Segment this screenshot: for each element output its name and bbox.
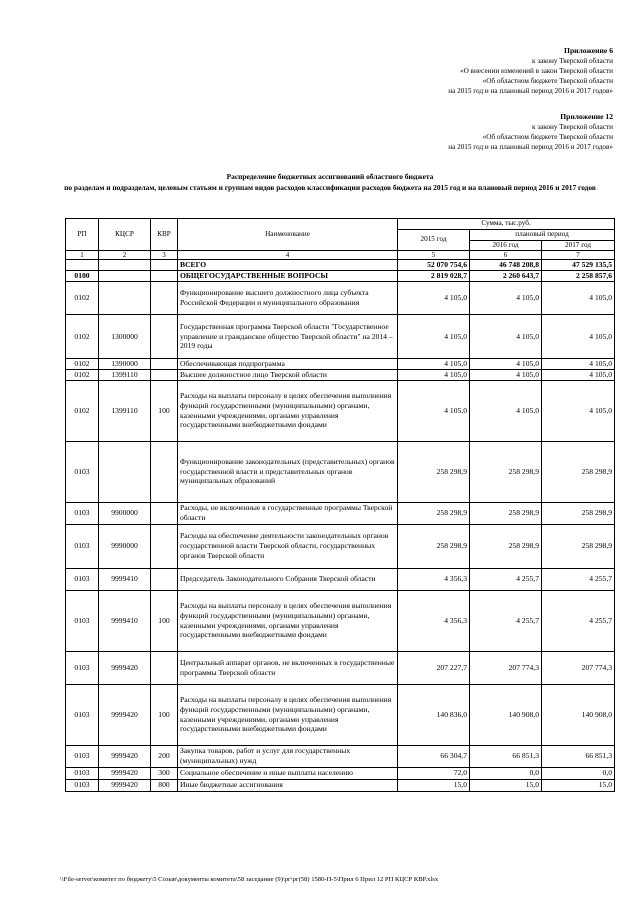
cell-2015: 4 356,3 (398, 590, 470, 651)
column-index: 2 (99, 251, 151, 260)
cell-2017: 258 298,9 (542, 524, 615, 568)
budget-table (65, 218, 615, 792)
column-index: 6 (470, 251, 542, 260)
table-row (66, 260, 615, 271)
cell-2016: 0,0 (470, 767, 542, 779)
cell-2015: 258 298,9 (398, 441, 470, 502)
cell-2015: 207 227,7 (398, 651, 470, 684)
table-row (66, 358, 615, 369)
cell-rp: 0102 (66, 281, 99, 314)
cell-name: Центральный аппарат органов, не включенных в государственные программы Тверской области (178, 651, 398, 684)
cell-2015: 4 105,0 (398, 314, 470, 358)
cell-rp: 0103 (66, 568, 99, 590)
cell-2017: 258 298,9 (542, 502, 615, 524)
cell-2017: 15,0 (542, 779, 615, 791)
cell-name: ОБЩЕГОСУДАРСТВЕННЫЕ ВОПРОСЫ (178, 271, 398, 282)
cell-kcsr: 9999420 (99, 767, 151, 779)
cell-name: Иные бюджетные ассигнования (178, 779, 398, 791)
cell-kvr (151, 502, 178, 524)
table-row (66, 314, 615, 358)
cell-2015: 52 070 754,6 (398, 260, 470, 271)
table-row (66, 590, 615, 651)
cell-rp (66, 260, 99, 271)
cell-rp: 0103 (66, 767, 99, 779)
cell-name: ВСЕГО (178, 260, 398, 271)
cell-kcsr: 1390000 (99, 358, 151, 369)
appendix-6-line: «Об областном бюджете Тверской области (482, 77, 613, 85)
cell-kcsr: 9900000 (99, 502, 151, 524)
cell-2015: 258 298,9 (398, 524, 470, 568)
cell-kcsr: 9999420 (99, 745, 151, 767)
cell-2017: 66 851,3 (542, 745, 615, 767)
table-row (66, 441, 615, 502)
cell-rp: 0103 (66, 441, 99, 502)
cell-kcsr: 9990000 (99, 524, 151, 568)
table-row (66, 502, 615, 524)
cell-name: Обеспечивающая подпрограмма (178, 358, 398, 369)
table-row (66, 524, 615, 568)
cell-2017: 2 258 857,6 (542, 271, 615, 282)
appendix-12-header (448, 112, 613, 152)
cell-2016: 258 298,9 (470, 524, 542, 568)
cell-kvr: 100 (151, 590, 178, 651)
cell-name: Расходы на выплаты персоналу в целях обеспечения выполнения функций государственными (муниципальными) органами, казенными учреждениями, органами управления государственными внебюджетными фондами (178, 684, 398, 745)
cell-kvr: 100 (151, 684, 178, 745)
appendix-6-header (448, 46, 613, 96)
cell-rp: 0103 (66, 745, 99, 767)
cell-kvr: 200 (151, 745, 178, 767)
document-subtitle: по разделам и подразделам, целевым статьям и группам видов расходов классификации расходов бюджета на 2015 год и на плановый период 2016 и 2017 годов (64, 183, 596, 192)
cell-kvr (151, 524, 178, 568)
cell-2016: 2 260 643,7 (470, 271, 542, 282)
table-row (66, 767, 615, 779)
cell-name: Государственная программа Тверской области "Государственное управление и гражданское общество Тверской области" на 2014 – 2019 годы (178, 314, 398, 358)
cell-2016: 46 748 208,8 (470, 260, 542, 271)
cell-kcsr: 9999420 (99, 779, 151, 791)
table-row (66, 568, 615, 590)
cell-rp: 0103 (66, 684, 99, 745)
cell-kvr (151, 281, 178, 314)
cell-2015: 4 105,0 (398, 369, 470, 380)
cell-name: Функционирование законодательных (представительных) органов государственной власти и представительных органов муниципальных образований (178, 441, 398, 502)
cell-2016: 4 255,7 (470, 568, 542, 590)
column-index: 5 (398, 251, 470, 260)
cell-kvr (151, 358, 178, 369)
document-title: Распределение бюджетных ассигнований областного бюджета (226, 172, 434, 181)
cell-2017: 4 255,7 (542, 568, 615, 590)
cell-rp: 0102 (66, 314, 99, 358)
col-header-rp: РП (66, 219, 99, 251)
cell-2016: 4 105,0 (470, 281, 542, 314)
cell-2016: 4 255,7 (470, 590, 542, 651)
cell-2016: 4 105,0 (470, 314, 542, 358)
cell-kvr (151, 369, 178, 380)
cell-2017: 140 908,0 (542, 684, 615, 745)
cell-2017: 207 774,3 (542, 651, 615, 684)
column-index: 4 (178, 251, 398, 260)
cell-name: Расходы на выплаты персоналу в целях обеспечения выполнения функций государственными (муниципальными) органами, казенными учреждениями, органами управления государственными внебюджетными фондами (178, 380, 398, 441)
cell-2015: 4 105,0 (398, 358, 470, 369)
cell-rp: 0102 (66, 369, 99, 380)
cell-2016: 4 105,0 (470, 358, 542, 369)
appendix-6-line: «О внесении изменений в закон Тверской области (459, 67, 613, 75)
cell-2015: 72,0 (398, 767, 470, 779)
cell-2015: 258 298,9 (398, 502, 470, 524)
cell-2017: 4 105,0 (542, 380, 615, 441)
cell-name: Расходы на обеспечение деятельности законодательных органов государственной власти Тверской области, государственных органов Тверской области (178, 524, 398, 568)
file-path-footer: \\File-server\комитет по бюджету\5 Созыв\документы комитета\58 заседание (9)\рг\рг(58) 1580-П-5\Прил 6 Прил 12 РП КЦСР КВР.xlsx (60, 876, 439, 883)
col-header-2017: 2017 год (542, 240, 615, 251)
cell-2017: 0,0 (542, 767, 615, 779)
cell-2016: 258 298,9 (470, 441, 542, 502)
cell-rp: 0103 (66, 651, 99, 684)
cell-kvr (151, 441, 178, 502)
appendix-6-line: к закону Тверской области (531, 57, 613, 65)
cell-rp: 0103 (66, 524, 99, 568)
cell-rp: 0103 (66, 779, 99, 791)
table-row (66, 369, 615, 380)
cell-2016: 4 105,0 (470, 369, 542, 380)
cell-kcsr: 9999420 (99, 651, 151, 684)
cell-kcsr: 1300000 (99, 314, 151, 358)
cell-kvr (151, 568, 178, 590)
cell-2015: 15,0 (398, 779, 470, 791)
cell-2017: 4 255,7 (542, 590, 615, 651)
col-header-kvr: КВР (151, 219, 178, 251)
table-row (66, 651, 615, 684)
cell-kvr (151, 651, 178, 684)
col-header-sum: Сумма, тыс.руб. (398, 219, 615, 230)
col-header-2016: 2016 год (470, 240, 542, 251)
cell-kcsr (99, 281, 151, 314)
cell-2016: 4 105,0 (470, 380, 542, 441)
cell-2017: 4 105,0 (542, 369, 615, 380)
cell-name: Социальное обеспечение и иные выплаты населению (178, 767, 398, 779)
col-header-name: Наименование (178, 219, 398, 251)
cell-kvr (151, 260, 178, 271)
cell-2015: 4 356,3 (398, 568, 470, 590)
cell-kvr: 800 (151, 779, 178, 791)
cell-2015: 66 304,7 (398, 745, 470, 767)
table-row (66, 380, 615, 441)
cell-kvr: 100 (151, 380, 178, 441)
cell-name: Функционирование высшего должностного лица субъекта Российской Федерации и муниципального образования (178, 281, 398, 314)
cell-2016: 140 908,0 (470, 684, 542, 745)
table-row (66, 779, 615, 791)
cell-kvr (151, 314, 178, 358)
cell-kcsr (99, 441, 151, 502)
cell-2015: 4 105,0 (398, 380, 470, 441)
cell-2017: 4 105,0 (542, 281, 615, 314)
column-index: 7 (542, 251, 615, 260)
cell-kcsr: 9999420 (99, 684, 151, 745)
col-header-plan: плановый период (470, 229, 615, 240)
cell-2016: 207 774,3 (470, 651, 542, 684)
cell-name: Закупка товаров, работ и услуг для государственных (муниципальных) нужд (178, 745, 398, 767)
cell-rp: 0100 (66, 271, 99, 282)
cell-2017: 4 105,0 (542, 314, 615, 358)
appendix-12-line: на 2015 год и на плановый период 2016 и 2017 годов» (448, 143, 613, 151)
cell-name: Высшее должностное лицо Тверской области (178, 369, 398, 380)
table-row (66, 745, 615, 767)
appendix-6-line: на 2015 год и на плановый период 2016 и 2017 годов» (448, 87, 613, 95)
table-row (66, 271, 615, 282)
column-index: 3 (151, 251, 178, 260)
cell-rp: 0103 (66, 502, 99, 524)
cell-name: Председатель Законодательного Собрания Тверской области (178, 568, 398, 590)
cell-2017: 47 529 135,5 (542, 260, 615, 271)
cell-kvr: 300 (151, 767, 178, 779)
cell-kcsr (99, 260, 151, 271)
table-row (66, 281, 615, 314)
cell-rp: 0102 (66, 358, 99, 369)
cell-name: Расходы на выплаты персоналу в целях обеспечения выполнения функций государственными (муниципальными) органами, казенными учреждениями, органами управления государственными внебюджетными фондами (178, 590, 398, 651)
cell-name: Расходы, не включенные в государственные программы Тверской области (178, 502, 398, 524)
appendix-12-line: к закону Тверской области (531, 123, 613, 131)
cell-rp: 0102 (66, 380, 99, 441)
cell-2016: 15,0 (470, 779, 542, 791)
cell-kcsr: 9999410 (99, 568, 151, 590)
column-index: 1 (66, 251, 99, 260)
appendix-6-title: Приложение 6 (564, 46, 613, 55)
cell-kcsr (99, 271, 151, 282)
cell-kcsr: 1399110 (99, 380, 151, 441)
cell-2017: 4 105,0 (542, 358, 615, 369)
appendix-12-line: «Об областном бюджете Тверской области (482, 133, 613, 141)
col-header-kcsr: КЦСР (99, 219, 151, 251)
col-header-2015: 2015 год (398, 229, 470, 251)
cell-2015: 2 819 028,7 (398, 271, 470, 282)
cell-2015: 140 836,0 (398, 684, 470, 745)
cell-2016: 258 298,9 (470, 502, 542, 524)
cell-kcsr: 9999410 (99, 590, 151, 651)
cell-2017: 258 298,9 (542, 441, 615, 502)
cell-kvr (151, 271, 178, 282)
cell-2015: 4 105,0 (398, 281, 470, 314)
cell-kcsr: 1399110 (99, 369, 151, 380)
column-index-row (66, 251, 615, 260)
table-row (66, 684, 615, 745)
cell-2016: 66 851,3 (470, 745, 542, 767)
appendix-12-title: Приложение 12 (560, 112, 613, 121)
cell-rp: 0103 (66, 590, 99, 651)
